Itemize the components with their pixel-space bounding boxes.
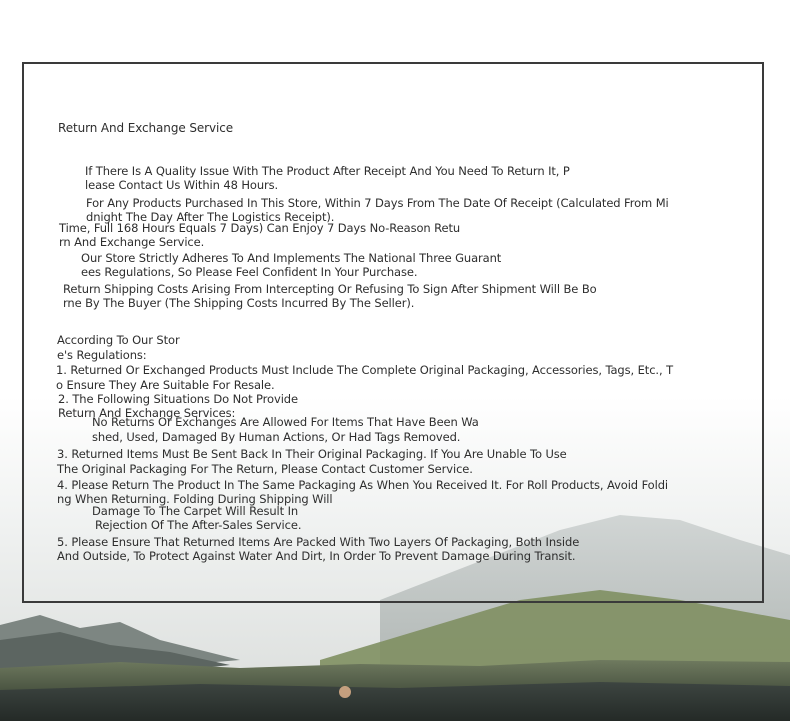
text-line: The Original Packaging For The Return, Please Contact Customer Service. [57,462,473,476]
text-line: dnight The Day After The Logistics Receipt). [86,210,335,224]
section-title: Return And Exchange Service [58,121,233,135]
text-line: rne By The Buyer (The Shipping Costs Incurred By The Seller). [63,296,415,310]
text-line: 5. Please Ensure That Returned Items Are Packed With Two Layers Of Packaging, Both Inside [57,535,580,549]
text-line: Damage To The Carpet Will Result In [92,504,299,518]
text-line: According To Our Stor [57,333,180,347]
text-line: Return And Exchange Services: [58,406,236,420]
text-line: 3. Returned Items Must Be Sent Back In Their Original Packaging. If You Are Unable To Use [57,447,567,461]
text-line: e's Regulations: [57,348,147,362]
text-line: 4. Please Return The Product In The Same Packaging As When You Received It. For Roll Products, Avoid Foldi [57,478,668,492]
text-line: ees Regulations, So Please Feel Confident In Your Purchase. [81,265,418,279]
text-line: Time, Full 168 Hours Equals 7 Days) Can Enjoy 7 Days No-Reason Retu [59,221,461,235]
text-line: o Ensure They Are Suitable For Resale. [56,378,275,392]
text-line: rn And Exchange Service. [59,235,205,249]
text-line: And Outside, To Protect Against Water And Dirt, In Order To Prevent Damage During Transit. [57,549,576,563]
text-line: No Returns Or Exchanges Are Allowed For Items That Have Been Wa [92,415,479,429]
text-line: If There Is A Quality Issue With The Product After Receipt And You Need To Return It, P [85,164,570,178]
text-line: 1. Returned Or Exchanged Products Must Include The Complete Original Packaging, Accessories, Tags, Etc., T [56,363,674,377]
text-line: Return Shipping Costs Arising From Intercepting Or Refusing To Sign After Shipment Will Be Bo [63,282,597,296]
text-line: Our Store Strictly Adheres To And Implements The National Three Guarant [81,251,502,265]
text-line: For Any Products Purchased In This Store, Within 7 Days From The Date Of Receipt (Calculated From Mi [86,196,669,210]
text-line: ng When Returning. Folding During Shipping Will [57,492,333,506]
text-line: shed, Used, Damaged By Human Actions, Or Had Tags Removed. [92,430,461,444]
text-line: Rejection Of The After-Sales Service. [95,518,302,532]
text-line: lease Contact Us Within 48 Hours. [85,178,279,192]
text-line: 2. The Following Situations Do Not Provide [58,392,298,406]
